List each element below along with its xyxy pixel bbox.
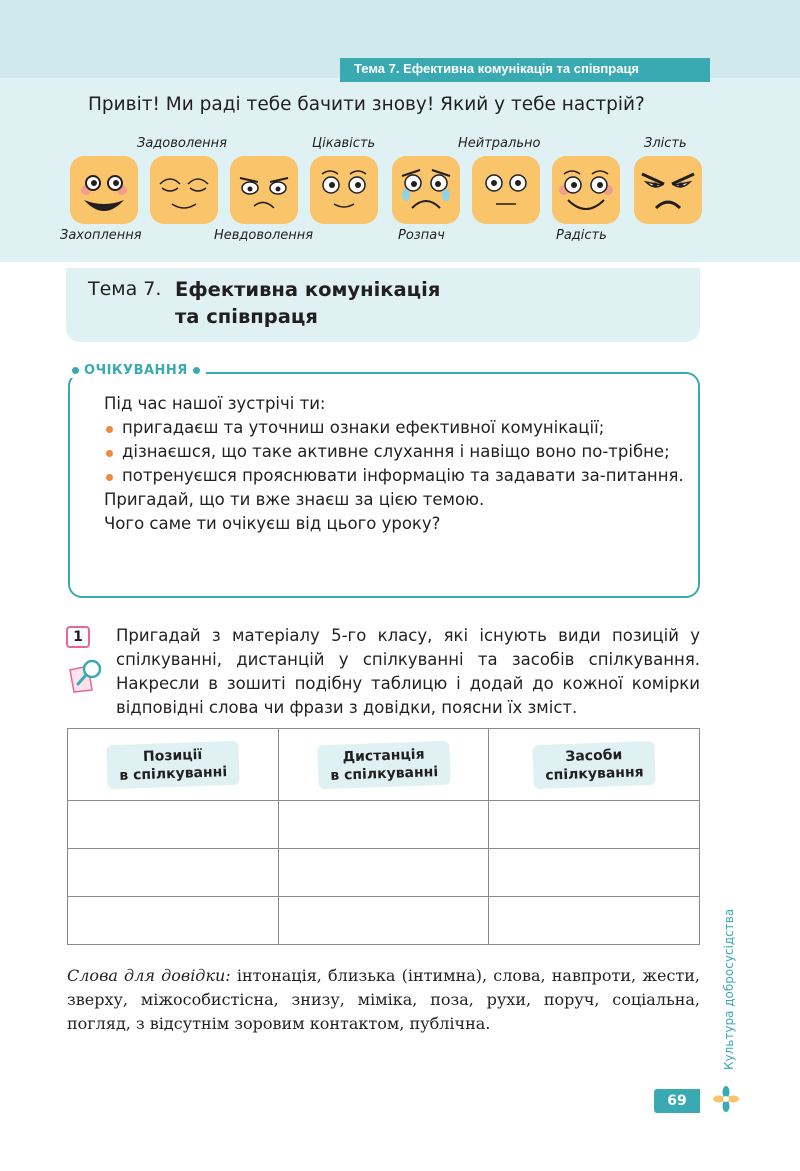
table-row (68, 801, 700, 849)
table-row (68, 849, 700, 897)
table-header-row (68, 729, 700, 801)
mood-dissatisfied-icon[interactable] (230, 156, 298, 224)
task-number: 1 (66, 626, 90, 648)
mood-label-excited: Захоплення (60, 228, 142, 243)
expectations-intro: Під час нашої зустрічі ти: (104, 394, 326, 413)
flower-icon (712, 1085, 740, 1113)
mood-label-joy: Радість (556, 228, 607, 243)
mood-label-despair: Розпач (398, 228, 445, 243)
mood-label-anger: Злість (644, 136, 687, 151)
expectation-item: пригадаєш та уточниш ознаки ефективної комунікації; (104, 416, 684, 440)
mood-label-curious: Цікавість (312, 136, 376, 151)
table-header-distance: Дистанція в спілкуванні (317, 740, 450, 789)
mood-label-dissatisfied: Невдоволення (214, 228, 314, 243)
expectation-item: потренуєшся прояснювати інформацію та задавати за-питання. (104, 464, 684, 488)
table-cell[interactable] (68, 849, 279, 897)
table-cell[interactable] (68, 801, 279, 849)
topic-title (175, 276, 595, 330)
table-row (68, 897, 700, 945)
mood-label-neutral: Нейтрально (458, 136, 541, 151)
expectations-outro-2: Чого саме ти очікуєш від цього уроку? (104, 514, 441, 533)
table-cell[interactable] (278, 849, 489, 897)
topic-title-line2: та співпраця (175, 305, 318, 328)
table-header-cell (68, 729, 279, 801)
mood-joy-icon[interactable] (552, 156, 620, 224)
running-header: Тема 7. Ефективна комунікація та співпраця (340, 58, 710, 80)
topic-prefix: Тема 7. (88, 278, 162, 300)
mood-neutral-icon[interactable] (472, 156, 540, 224)
mood-label-satisfied: Задоволення (137, 136, 227, 151)
table-cell[interactable] (68, 897, 279, 945)
expectations-heading-text: ОЧІКУВАННЯ (84, 363, 188, 378)
page-number: 69 (654, 1089, 700, 1113)
bullet-dot-icon (72, 367, 79, 374)
table-cell[interactable] (278, 897, 489, 945)
table-cell[interactable] (278, 801, 489, 849)
table-header-positions: Позиції в спілкуванні (106, 740, 239, 789)
mood-satisfied-icon[interactable] (150, 156, 218, 224)
table-cell[interactable] (489, 849, 700, 897)
magnifier-notebook-icon (66, 656, 104, 694)
table-header-cell (278, 729, 489, 801)
expectations-body (104, 392, 684, 536)
expectation-item: дізнаєшся, що таке активне слухання і навіщо воно по-трібне; (104, 440, 684, 464)
expectations-heading (64, 363, 206, 378)
glossary-paragraph (67, 964, 700, 1036)
glossary-text: інтонація, близька (інтимна), слова, навпроти, жести, зверху, міжособистісна, знизу, міміка, поза, рухи, поруч, соціальна, погляд, з відсутнім зоровим контактом, публічна. (67, 966, 700, 1033)
bullet-dot-icon (193, 367, 200, 374)
side-section-label: Культура добросусідства (722, 908, 736, 1070)
mood-anger-icon[interactable] (634, 156, 702, 224)
expectations-outro-1: Пригадай, що ти вже знаєш за цією темою. (104, 490, 485, 509)
table-header-cell (489, 729, 700, 801)
communication-table (67, 728, 700, 945)
mood-excited-icon[interactable] (70, 156, 138, 224)
task-text: Пригадай з матеріалу 5-го класу, які існують види позицій у спілкуванні, дистанцій у спілкуванні та засобів спілкування. Накресли в зошиті подібну таблицю і додай до кожної комірки відповідні слова чи фрази з довідки, поясни їх зміст. (116, 626, 700, 717)
table-cell[interactable] (489, 897, 700, 945)
mood-curious-icon[interactable] (310, 156, 378, 224)
glossary-lead: Слова для довідки: (67, 966, 231, 985)
topic-title-line1: Ефективна комунікація (175, 278, 441, 301)
header-rule (340, 80, 710, 82)
table-cell[interactable] (489, 801, 700, 849)
greeting-text: Привіт! Ми раді тебе бачити знову! Який у тебе настрій? (88, 94, 645, 115)
mood-despair-icon[interactable] (392, 156, 460, 224)
table-header-means: Засоби спілкування (532, 740, 656, 788)
